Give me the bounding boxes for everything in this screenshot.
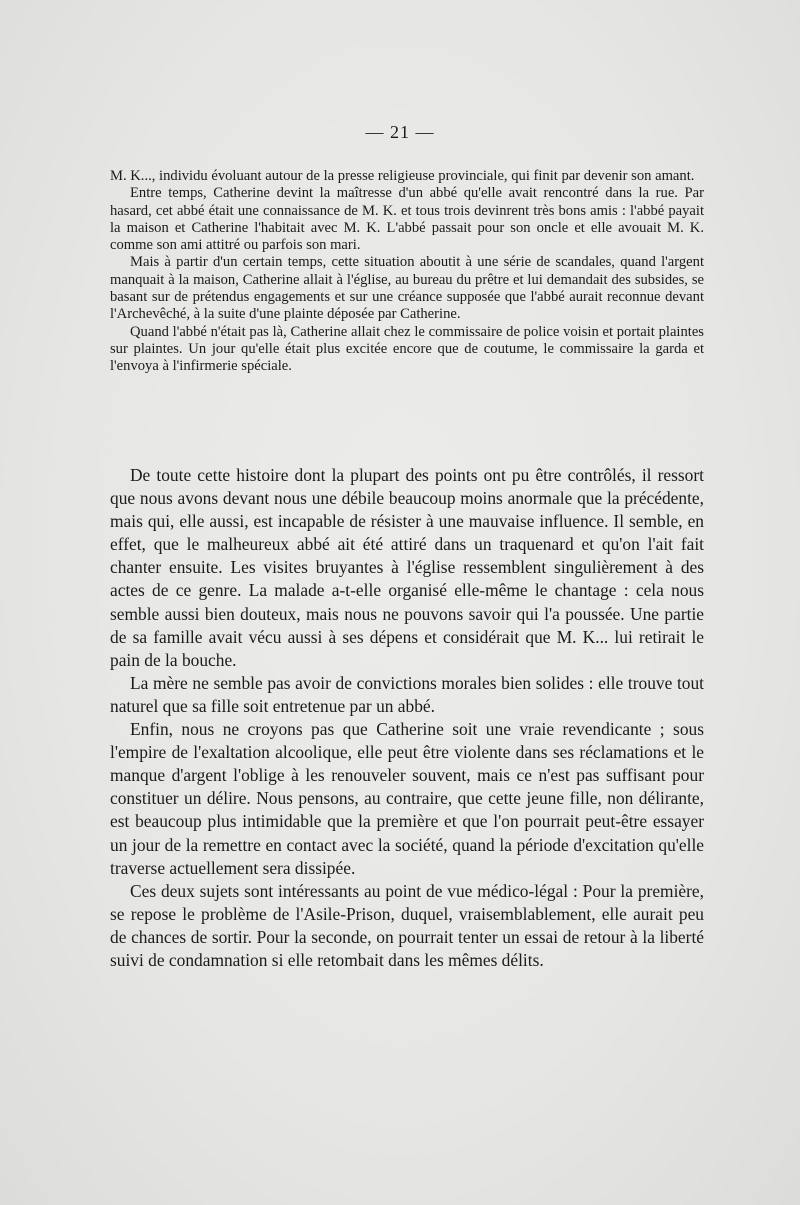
paragraph: De toute cette histoire dont la plupart des points ont pu être contrôlés, il ressort que nous avons devant nous une débile beaucoup moins anormale que la précédente, mais qui, elle aussi, est incapable de résister à une mauvaise influence. Il semble, en effet, que le malheureux abbé ait été attiré dans un traquenard et qu'on l'ait fait chanter ensuite. Les visites bruyantes à l'église ressemblent singulièrement à des actes de ce genre. La malade a-t-elle organisé elle-même le chantage : cela nous semble aussi bien douteux, mais nous ne pouvons savoir qui l'a poussée. Une partie de sa famille avait vécu aussi à ses dépens et considérait que M. K... lui retirait le pain de la bouche.	[110, 465, 704, 670]
paragraph: Enfin, nous ne croyons pas que Catherine soit une vraie revendicante ; sous l'empire de l'exaltation alcoolique, elle peut être violente dans ses réclamations et le manque d'argent l'oblige à les renouveler souvent, mais ce n'est pas suffisant pour constituer un délire. Nous pensons, au contraire, que cette jeune fille, non délirante, est beaucoup plus intimidable que la première et que l'on pourrait peut-être essayer un jour de la remettre en contact avec la société, quand la période d'excitation qu'elle traverse actuellement sera dissipée.	[110, 719, 704, 878]
paragraph: La mère ne semble pas avoir de convictions morales bien solides : elle trouve tout naturel que sa fille soit entretenue par un abbé.	[110, 672, 704, 716]
case-narrative	[110, 168, 704, 376]
paragraph: Ces deux sujets sont intéressants au point de vue médico-légal : Pour la première, se repose le problème de l'Asile-Prison, duquel, vraisemblablement, elle aurait peu de chances de sortir. Pour la seconde, on pourrait tenter un essai de retour à la liberté suivi de condamnation si elle retombait dans les mêmes délits.	[110, 880, 704, 970]
paragraph: M. K..., individu évoluant autour de la presse religieuse provinciale, qui finit par devenir son amant.	[110, 168, 695, 184]
case-discussion	[110, 464, 704, 972]
paragraph: Mais à partir d'un certain temps, cette situation aboutit à une série de scandales, quand l'argent manquait à la maison, Catherine allait à l'église, au bureau du prêtre et lui demandait des subsides, se basant sur de prétendus engagements et sur une créance supposée que l'abbé aurait reconnue devant l'Archevêché, à la suite d'une plainte déposée par Catherine.	[110, 254, 704, 323]
page-number: — 21 —	[365, 122, 435, 142]
paragraph: Entre temps, Catherine devint la maîtresse d'un abbé qu'elle avait rencontré dans la rue. Par hasard, cet abbé était une connaissance de M. K. et tous trois devinrent très bons amis : l'abbé payait la maison et Catherine l'habitait avec M. K. L'abbé passait pour son oncle et elle avouait M. K. comme son ami attitré ou parfois son mari.	[110, 185, 704, 254]
paragraph: Quand l'abbé n'était pas là, Catherine allait chez le commissaire de police voisin et portait plaintes sur plaintes. Un jour qu'elle était plus excitée encore que de coutume, le commissaire la garda et l'envoya à l'infirmerie spéciale.	[110, 323, 704, 375]
